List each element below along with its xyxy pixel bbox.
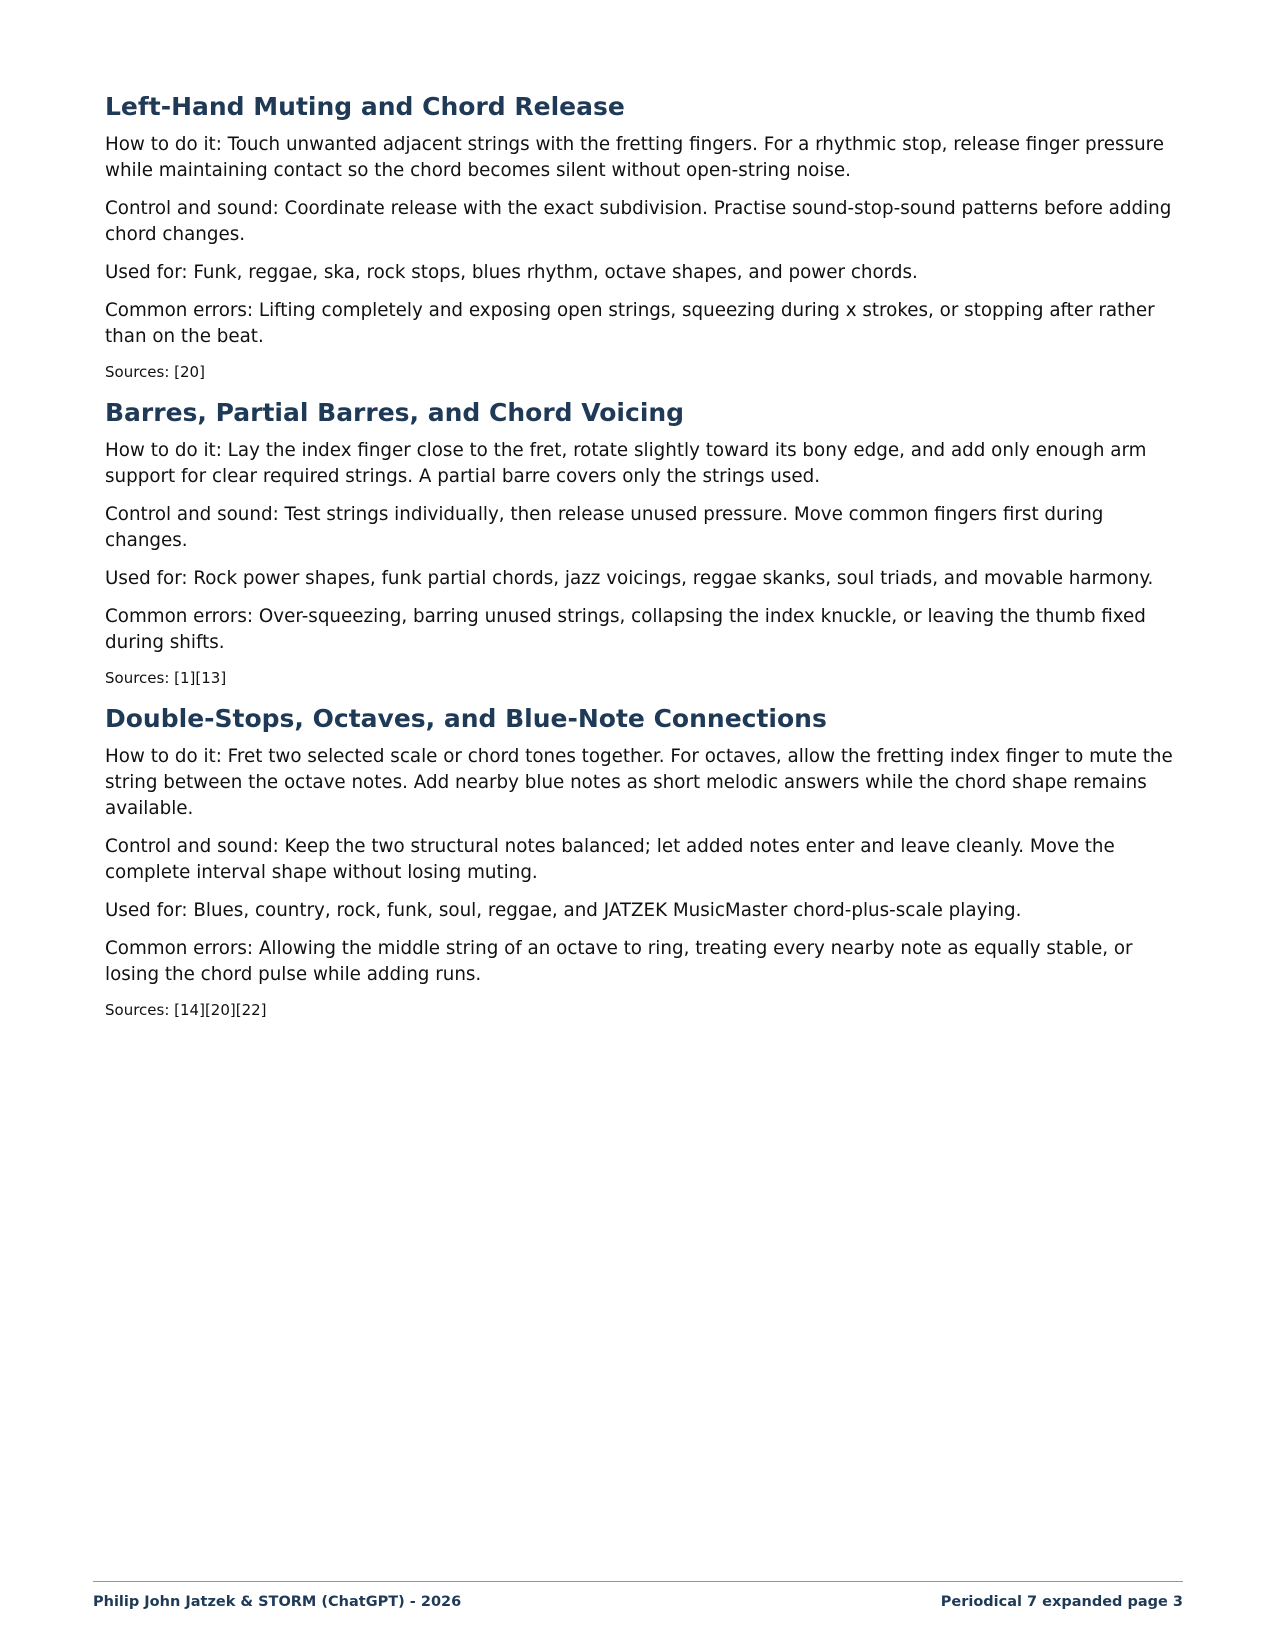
common-errors-paragraph: Common errors: Allowing the middle string of an octave to ring, treating every nearby note as equally stable, or losing the chord pulse while adding runs.: [105, 938, 1133, 985]
control-paragraph: Control and sound: Test strings individually, then release unused pressure. Move common fingers first during changes.: [105, 504, 1104, 551]
section-left-hand-muting: [105, 92, 1180, 382]
how-to-paragraph: How to do it: Touch unwanted adjacent strings with the fretting fingers. For a rhythmic stop, release finger pressure while maintaining contact so the chord becomes silent without open-string noise.: [105, 134, 1165, 181]
page-footer: [93, 1581, 1183, 1610]
section-double-stops: [105, 704, 1180, 1020]
how-to-paragraph: How to do it: Fret two selected scale or chord tones together. For octaves, allow the fretting index finger to mute the string between the octave notes. Add nearby blue notes as short melodic answers while the chord shape remains available.: [105, 746, 1173, 819]
sources-line: Sources: [14][20][22]: [105, 1001, 267, 1019]
common-errors-paragraph: Common errors: Over-squeezing, barring unused strings, collapsing the index knuckle, or leaving the thumb fixed during shifts.: [105, 606, 1146, 653]
used-for-paragraph: Used for: Rock power shapes, funk partial chords, jazz voicings, reggae skanks, soul triads, and movable harmony.: [105, 568, 1154, 589]
how-to-paragraph: How to do it: Lay the index finger close to the fret, rotate slightly toward its bony edge, and add only enough arm support for clear required strings. A partial barre covers only the strings used.: [105, 440, 1147, 487]
used-for-paragraph: Used for: Blues, country, rock, funk, soul, reggae, and JATZEK MusicMaster chord-plus-scale playing.: [105, 900, 1022, 921]
used-for-paragraph: Used for: Funk, reggae, ska, rock stops, blues rhythm, octave shapes, and power chords.: [105, 262, 918, 283]
footer-author: Philip John Jatzek & STORM (ChatGPT) - 2026: [93, 1594, 462, 1610]
sources-line: Sources: [1][13]: [105, 669, 227, 687]
sources-line: Sources: [20]: [105, 363, 205, 381]
page-content: [105, 92, 1180, 1036]
section-heading: Double-Stops, Octaves, and Blue-Note Connections: [105, 704, 827, 733]
common-errors-paragraph: Common errors: Lifting completely and exposing open strings, squeezing during x strokes, or stopping after rather than on the beat.: [105, 300, 1155, 347]
section-heading: Left-Hand Muting and Chord Release: [105, 92, 625, 121]
control-paragraph: Control and sound: Coordinate release with the exact subdivision. Practise sound-stop-sound patterns before adding chord changes.: [105, 198, 1172, 245]
section-heading: Barres, Partial Barres, and Chord Voicing: [105, 398, 685, 427]
section-barres: [105, 398, 1180, 688]
footer-page-label: Periodical 7 expanded page 3: [940, 1594, 1183, 1610]
control-paragraph: Control and sound: Keep the two structural notes balanced; let added notes enter and leave cleanly. Move the complete interval shape without losing muting.: [105, 836, 1115, 883]
